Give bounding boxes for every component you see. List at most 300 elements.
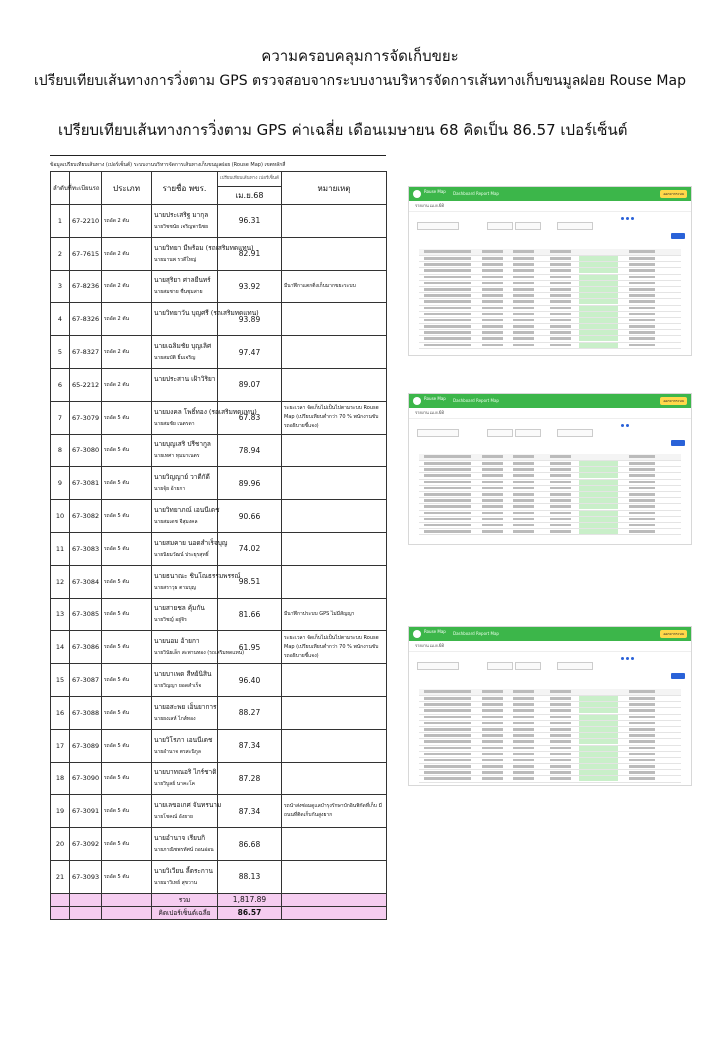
row-type: รถอัด 5 ตัน	[102, 532, 152, 565]
cell-placeholder	[513, 468, 534, 471]
cell-placeholder	[482, 294, 503, 297]
cell-placeholder	[629, 269, 655, 272]
cell-placeholder	[513, 263, 534, 266]
row-note	[282, 729, 387, 762]
crew-name-1: นายสมคาย นอดสำเร็จบุญ	[154, 538, 228, 547]
row-note	[282, 500, 387, 533]
time-from-field[interactable]	[487, 222, 513, 230]
row-note	[282, 336, 387, 369]
cell-placeholder	[424, 765, 471, 768]
table-row	[51, 860, 387, 893]
time-to-field[interactable]	[515, 662, 541, 670]
cell-placeholder	[513, 337, 534, 340]
col-pct	[218, 172, 282, 205]
table-row	[51, 598, 387, 631]
row-crew	[152, 598, 218, 631]
cell-placeholder	[482, 530, 503, 533]
row-plate: 67-3087	[70, 664, 102, 697]
row-percent: 87.28	[218, 762, 282, 795]
cell-placeholder	[513, 722, 534, 725]
row-no: 13	[51, 598, 70, 631]
report-tab[interactable]: รายงาน เม.ย.68	[409, 201, 691, 212]
cell-placeholder	[550, 530, 571, 533]
cell-placeholder	[513, 747, 534, 750]
row-type: รถอัด 5 ตัน	[102, 729, 152, 762]
cell-placeholder	[550, 468, 571, 471]
crew-name-1: นายอสะพย เอ็นยาการ	[154, 702, 217, 711]
percent-cell	[579, 523, 618, 528]
cell-placeholder	[482, 499, 503, 502]
crew-name-2: นายสมชาย ชื่นชุมสาย	[154, 289, 203, 296]
cell-placeholder	[550, 487, 571, 490]
row-plate: 67-3089	[70, 729, 102, 762]
cell-placeholder	[550, 337, 571, 340]
cell-placeholder	[482, 734, 503, 737]
cell-placeholder	[513, 257, 534, 260]
cell-placeholder	[424, 288, 471, 291]
crew-name-1: นายอำนาจ เรียบกิ	[154, 834, 206, 843]
row-note	[282, 368, 387, 401]
report-table-row	[419, 343, 681, 349]
page-title: ความครอบคลุมการจัดเก็บขยะ	[261, 47, 459, 65]
crew-name-2: นายยงเลห์ ไกส์ทอง	[154, 715, 196, 722]
cell-placeholder	[482, 747, 503, 750]
cell-placeholder	[513, 765, 534, 768]
cell-placeholder	[482, 331, 503, 334]
row-no: 12	[51, 565, 70, 598]
cell-placeholder	[424, 263, 471, 266]
row-no: 5	[51, 336, 70, 369]
row-percent: 89.07	[218, 368, 282, 401]
row-type: รถอัด 2 ตัน	[102, 237, 152, 270]
cell-placeholder	[482, 257, 503, 260]
table-row	[51, 729, 387, 762]
cell-placeholder	[424, 325, 471, 328]
percent-cell	[579, 770, 618, 775]
cell-placeholder	[482, 771, 503, 774]
table-row	[51, 664, 387, 697]
cell-placeholder	[424, 276, 471, 279]
col-month: เม.ย.68	[235, 191, 264, 200]
cell-placeholder	[513, 728, 534, 731]
cell-placeholder	[550, 493, 571, 496]
row-crew	[152, 795, 222, 828]
cell-placeholder	[482, 337, 503, 340]
cell-placeholder	[482, 740, 503, 743]
route-select[interactable]	[557, 662, 593, 670]
percent-cell	[579, 529, 618, 534]
cell-placeholder	[629, 505, 655, 508]
cell-placeholder	[513, 307, 534, 310]
cell-placeholder	[550, 319, 571, 322]
cell-placeholder	[513, 294, 534, 297]
row-no: 10	[51, 500, 70, 533]
cell-placeholder	[629, 703, 655, 706]
row-type: รถอัด 5 ตัน	[102, 631, 152, 664]
app-nav[interactable]: Dashboard Report Map	[453, 191, 499, 196]
app-nav[interactable]: Dashboard Report Map	[453, 398, 499, 403]
row-type: รถอัด 5 ตัน	[102, 598, 152, 631]
cell-placeholder	[424, 771, 471, 774]
date-field[interactable]	[417, 222, 459, 230]
app-logo-icon	[413, 190, 421, 198]
cell-placeholder	[513, 493, 534, 496]
percent-cell	[579, 504, 618, 509]
cell-placeholder	[550, 505, 571, 508]
app-brand: Rouse Map	[424, 189, 446, 194]
crew-name-2: นายวิชญ์ อยู่จิร	[154, 617, 187, 624]
crew-name-1: นายบาเพด สีหย้นิสิน	[154, 670, 212, 679]
table-row	[51, 762, 387, 795]
cell-placeholder	[424, 690, 471, 693]
row-note	[282, 565, 387, 598]
row-percent: 90.66	[218, 500, 282, 533]
row-note: มีนาฬิกาประบบ GPS ไม่มีสัญญา	[282, 598, 387, 631]
cell-placeholder	[513, 777, 534, 780]
row-plate: 67-3085	[70, 598, 102, 631]
percent-cell	[579, 486, 618, 491]
logout-button[interactable]: ออกจากระบบ	[660, 190, 687, 198]
radio-icon	[621, 657, 624, 660]
cell-placeholder	[513, 288, 534, 291]
app-header-bar	[409, 627, 691, 641]
cell-placeholder	[513, 474, 534, 477]
cell-placeholder	[424, 499, 471, 502]
app-brand: Rouse Map	[424, 396, 446, 401]
cell-placeholder	[629, 716, 655, 719]
crew-name-2: นายนิยมวัฒน์ ประยุรสุทธิ์	[154, 551, 209, 558]
row-plate: 67-3079	[70, 401, 102, 434]
row-note: มีนาฬิกาแตกติ่งเก็บมากขยะระบบ	[282, 270, 387, 303]
percent-cell	[579, 758, 618, 763]
row-percent: 81.66	[218, 598, 282, 631]
report-table	[419, 454, 681, 535]
cell-placeholder	[424, 269, 471, 272]
time-to-field[interactable]	[515, 222, 541, 230]
cell-placeholder	[550, 325, 571, 328]
row-no: 16	[51, 696, 70, 729]
row-plate: 67-8236	[70, 270, 102, 303]
row-no: 7	[51, 401, 70, 434]
cell-placeholder	[424, 759, 471, 762]
radio-icon	[626, 424, 629, 427]
percent-cell	[579, 498, 618, 503]
crew-name-1: นายวิโรภา เอนนีเดช	[154, 735, 213, 744]
cell-placeholder	[550, 740, 571, 743]
cell-placeholder	[513, 319, 534, 322]
cell-placeholder	[513, 300, 534, 303]
app-header-bar	[409, 187, 691, 201]
cell-placeholder	[424, 734, 471, 737]
crew-name-2: นายสมชัย เนตรดา	[154, 420, 195, 427]
percent-cell	[579, 262, 618, 267]
col-note: หมายเหตุ	[282, 172, 387, 205]
cell-placeholder	[424, 462, 471, 465]
cell-placeholder	[629, 690, 655, 693]
row-no: 2	[51, 237, 70, 270]
date-field[interactable]	[417, 429, 459, 437]
filter-panel	[409, 652, 691, 684]
row-percent: 93.92	[218, 270, 282, 303]
row-crew	[152, 729, 218, 762]
row-note: ระยะเวลา จัดเก็บไม่เป็นไปตามระบบ Rouse Map (เปรียบเทียบต่ำกว่า 70 % พนักงานขับรถอธิบายชี้แจง)	[282, 401, 387, 434]
average-label: คิดเปอร์เซ็นต์เฉลี่ย	[152, 906, 218, 919]
crew-name-2: นายสราวุธ ตามบุญ	[154, 584, 196, 591]
cell-placeholder	[513, 709, 534, 712]
row-crew	[152, 500, 218, 533]
row-type: รถอัด 5 ตัน	[102, 467, 152, 500]
percent-cell	[579, 467, 618, 472]
cell-placeholder	[629, 753, 655, 756]
row-crew	[152, 467, 218, 500]
cell-placeholder	[550, 455, 571, 458]
cell-placeholder	[424, 319, 471, 322]
table-body	[51, 205, 387, 894]
route-select[interactable]	[557, 429, 593, 437]
cell-placeholder	[482, 505, 503, 508]
cell-placeholder	[482, 250, 503, 253]
row-plate: 67-3083	[70, 532, 102, 565]
row-crew	[152, 828, 218, 861]
cell-placeholder	[550, 257, 571, 260]
row-percent: 86.68	[218, 828, 282, 861]
row-note	[282, 237, 387, 270]
app-nav[interactable]: Dashboard Report Map	[453, 631, 499, 636]
cell-placeholder	[550, 276, 571, 279]
row-crew	[152, 631, 245, 664]
cell-placeholder	[424, 530, 471, 533]
search-button[interactable]	[671, 233, 685, 239]
time-to-field[interactable]	[515, 429, 541, 437]
cell-placeholder	[482, 300, 503, 303]
gps-comparison-table	[50, 171, 387, 920]
cell-placeholder	[482, 481, 503, 484]
row-type: รถอัด 2 ตัน	[102, 205, 152, 238]
cell-placeholder	[482, 709, 503, 712]
cell-placeholder	[424, 337, 471, 340]
row-note	[282, 828, 387, 861]
cell-placeholder	[424, 282, 471, 285]
vehicle-type-options[interactable]	[621, 423, 681, 427]
cell-placeholder	[513, 462, 534, 465]
row-note	[282, 532, 387, 565]
percent-cell	[579, 461, 618, 466]
cell-placeholder	[424, 777, 471, 780]
cell-placeholder	[550, 313, 571, 316]
row-note	[282, 860, 387, 893]
cell-placeholder	[629, 455, 655, 458]
cell-placeholder	[513, 740, 534, 743]
cell-placeholder	[550, 462, 571, 465]
cell-placeholder	[629, 300, 655, 303]
row-plate: 67-2210	[70, 205, 102, 238]
table-header-row	[51, 172, 387, 205]
summary-subtitle: เปรียบเทียบเส้นทางการวิ่งตาม GPS ค่าเฉลี่ย เดือนเมษายน 68 คิดเป็น 86.57 เปอร์เซ็นต์	[58, 121, 628, 139]
radio-icon	[631, 657, 634, 660]
row-type: รถอัด 5 ตัน	[102, 762, 152, 795]
row-percent: 74.02	[218, 532, 282, 565]
cell-placeholder	[629, 337, 655, 340]
cell-placeholder	[424, 697, 471, 700]
cell-placeholder	[424, 468, 471, 471]
table-row	[51, 336, 387, 369]
cell-placeholder	[629, 263, 655, 266]
vehicle-type-options[interactable]	[621, 656, 681, 660]
logout-button[interactable]: ออกจากระบบ	[660, 397, 687, 405]
cell-placeholder	[629, 250, 655, 253]
cell-placeholder	[482, 313, 503, 316]
col-plate: ทะเบียนรถ	[70, 172, 102, 205]
cell-placeholder	[629, 319, 655, 322]
vehicle-type-options[interactable]	[621, 216, 681, 220]
crew-name-1: นายสายชล คุ้มกัน	[154, 604, 205, 613]
cell-placeholder	[424, 524, 471, 527]
cell-placeholder	[424, 455, 471, 458]
radio-icon	[631, 217, 634, 220]
row-no: 4	[51, 303, 70, 336]
col-crew: รายชื่อ พขร.	[152, 172, 218, 205]
cell-placeholder	[629, 759, 655, 762]
row-note: รถนำส่งซ่อมดูแลบำรุงรักษาบักอินพิกัดที่เก็บ มีถนนที่ติดเก็บกันสูงยาก	[282, 795, 387, 828]
cell-placeholder	[629, 771, 655, 774]
cell-placeholder	[629, 530, 655, 533]
cell-placeholder	[629, 276, 655, 279]
cell-placeholder	[629, 499, 655, 502]
search-button[interactable]	[671, 440, 685, 446]
row-percent: 87.34	[218, 729, 282, 762]
percent-cell	[579, 330, 618, 335]
cell-placeholder	[550, 263, 571, 266]
cell-placeholder	[513, 313, 534, 316]
app-header-bar	[409, 394, 691, 408]
report-table	[419, 249, 681, 349]
cell-placeholder	[550, 518, 571, 521]
cell-placeholder	[424, 481, 471, 484]
cell-placeholder	[482, 455, 503, 458]
crew-name-1: นายวิทยาวัน บุญศรี (รถเสริมทดแทน)	[154, 309, 259, 318]
cell-placeholder	[424, 518, 471, 521]
row-no: 1	[51, 205, 70, 238]
crew-name-2: นายวินัยเล็ก สะพานทอง (รถเสริมทดแทน)	[154, 650, 245, 657]
cell-placeholder	[482, 325, 503, 328]
report-tab[interactable]: รายงาน เม.ย.68	[409, 408, 691, 419]
row-note	[282, 762, 387, 795]
cell-placeholder	[482, 753, 503, 756]
cell-placeholder	[513, 753, 534, 756]
cell-placeholder	[424, 257, 471, 260]
cell-placeholder	[550, 703, 571, 706]
cell-placeholder	[550, 294, 571, 297]
app-logo-icon	[413, 630, 421, 638]
percent-cell	[579, 480, 618, 485]
row-no: 19	[51, 795, 70, 828]
crew-name-1: นายวิญญาย์ วาดีกัดี	[154, 473, 210, 482]
crew-name-2: นายมาวิเทย์ สุขวาน	[154, 879, 198, 886]
percent-cell	[579, 306, 618, 311]
cell-placeholder	[629, 728, 655, 731]
cell-placeholder	[424, 250, 471, 253]
cell-placeholder	[482, 468, 503, 471]
crew-name-1: นายประเสริฐ มากุล	[154, 210, 209, 219]
table-row	[51, 795, 387, 828]
row-type: รถอัด 5 ตัน	[102, 434, 152, 467]
cell-placeholder	[550, 722, 571, 725]
cell-placeholder	[550, 300, 571, 303]
percent-cell	[579, 752, 618, 757]
cell-placeholder	[482, 493, 503, 496]
sheet-header-line: ข้อมูลเปรียบเทียบเส้นทาง (เปอร์เซ็นต์) ระบบงานบริหารจัดการเส้นทางเก็บขนมูลฝอย (Rouse Map) เขตหลักสี่	[50, 155, 386, 171]
total-row	[51, 893, 387, 906]
report-tab[interactable]: รายงาน เม.ย.68	[409, 641, 691, 652]
table-row	[51, 237, 387, 270]
crew-name-2: นายเทศา ทุมมาเนตร	[154, 453, 200, 460]
row-note	[282, 696, 387, 729]
cell-placeholder	[482, 759, 503, 762]
cell-placeholder	[629, 709, 655, 712]
percent-cell	[579, 727, 618, 732]
crew-name-2: นายโชคณ์ อังยาย	[154, 814, 193, 821]
row-plate: 67-3081	[70, 467, 102, 500]
cell-placeholder	[424, 703, 471, 706]
row-crew	[152, 532, 228, 565]
rousemap-screenshot-1	[408, 186, 692, 356]
average-value: 86.57	[218, 906, 282, 919]
cell-placeholder	[513, 703, 534, 706]
cell-placeholder	[482, 263, 503, 266]
row-type: รถอัด 2 ตัน	[102, 336, 152, 369]
cell-placeholder	[482, 474, 503, 477]
cell-placeholder	[629, 468, 655, 471]
cell-placeholder	[629, 487, 655, 490]
rousemap-screenshot-2	[408, 393, 692, 545]
cell-placeholder	[482, 703, 503, 706]
percent-cell	[579, 336, 618, 341]
search-button[interactable]	[671, 673, 685, 679]
logout-button[interactable]: ออกจากระบบ	[660, 630, 687, 638]
date-field[interactable]	[417, 662, 459, 670]
crew-name-2: นายมานพ รวดีใหญ่	[154, 256, 197, 263]
table-row	[51, 565, 387, 598]
cell-placeholder	[424, 747, 471, 750]
cell-placeholder	[513, 697, 534, 700]
row-crew	[152, 434, 218, 467]
report-table-row	[419, 529, 681, 535]
cell-placeholder	[629, 325, 655, 328]
route-select[interactable]	[557, 222, 593, 230]
cell-placeholder	[513, 455, 534, 458]
crew-name-2	[154, 319, 215, 331]
cell-placeholder	[513, 716, 534, 719]
time-from-field[interactable]	[487, 429, 513, 437]
cell-placeholder	[629, 740, 655, 743]
rousemap-screenshot-3	[408, 626, 692, 786]
table-row	[51, 401, 387, 434]
row-type: รถอัด 5 ตัน	[102, 828, 152, 861]
cell-placeholder	[482, 512, 503, 515]
col-no: ลำดับที่	[51, 172, 70, 205]
crew-name-2: นายภาณิชพรทัศน์ ถอนอ่อน	[154, 847, 214, 854]
cell-placeholder	[424, 313, 471, 316]
cell-placeholder	[482, 697, 503, 700]
row-percent: 67.83	[218, 401, 282, 434]
page-title-line2: เปรียบเทียบเส้นทางการวิ่งตาม GPS ตรวจสอบจากระบบงานบริหารจัดการเส้นทางเก็บขนมูลฝอย Rouse Map	[34, 73, 686, 89]
cell-placeholder	[629, 313, 655, 316]
cell-placeholder	[513, 734, 534, 737]
radio-icon	[626, 657, 629, 660]
crew-name-2: นายวิบูลย์ นาคะโค	[154, 781, 196, 788]
time-from-field[interactable]	[487, 662, 513, 670]
row-percent: 88.27	[218, 696, 282, 729]
